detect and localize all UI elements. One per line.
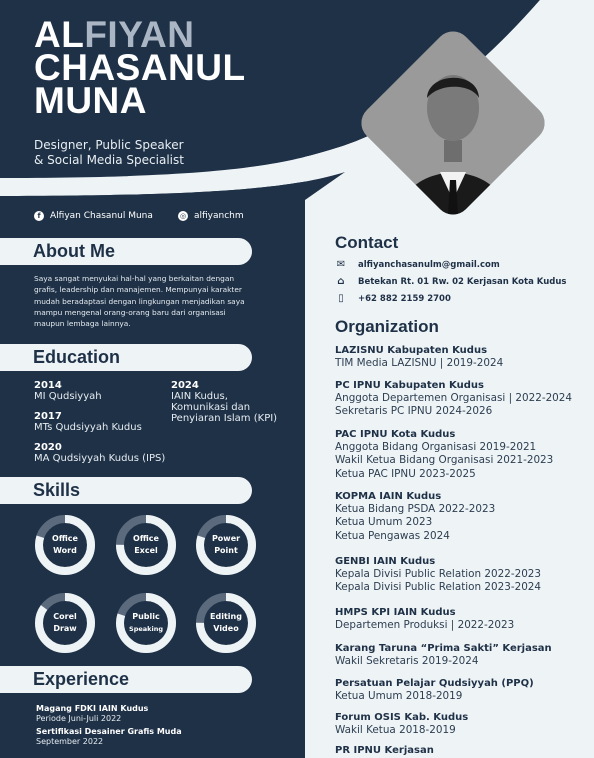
experience-item bbox=[36, 726, 182, 747]
facebook-icon: f bbox=[34, 211, 44, 221]
organization-item bbox=[335, 345, 585, 370]
skill-label-line2: Speaking bbox=[129, 625, 163, 633]
organization-item bbox=[335, 678, 585, 703]
facebook-name: Alfiyan Chasanul Muna bbox=[50, 211, 153, 221]
education-year: 2017 bbox=[34, 411, 62, 422]
experience-period: September 2022 bbox=[36, 737, 104, 746]
mail-icon: ✉ bbox=[336, 259, 346, 270]
experience-period: Periode Juni-Juli 2022 bbox=[36, 714, 122, 723]
name-heading bbox=[34, 14, 246, 121]
education-item bbox=[34, 380, 102, 402]
job-title bbox=[34, 138, 184, 168]
skill-label-line2: Word bbox=[53, 546, 77, 555]
organization-role: Wakil Ketua Bidang Organisasi 2021-2023 bbox=[335, 454, 554, 467]
skill-label bbox=[196, 611, 256, 635]
organization-item bbox=[335, 556, 585, 595]
organization-item bbox=[335, 745, 585, 757]
about-text bbox=[34, 273, 278, 329]
organization-role: Anggota Departemen Organisasi | 2022-2024 bbox=[335, 392, 573, 404]
education-item bbox=[171, 380, 277, 424]
skill-label bbox=[196, 533, 256, 557]
organization-title: GENBI IAIN Kudus bbox=[335, 556, 436, 567]
education-school: MI Qudsiyyah bbox=[34, 391, 102, 402]
organization-title: LAZISNU Kabupaten Kudus bbox=[335, 345, 488, 356]
skill-label bbox=[116, 611, 176, 635]
skill-label bbox=[35, 611, 95, 635]
contact-email[interactable] bbox=[335, 260, 500, 270]
education-item bbox=[34, 411, 142, 433]
organization-title: PAC IPNU Kota Kudus bbox=[335, 429, 456, 440]
about-line: Saya sangat menyukai hal-hal yang berkaitan dengan bbox=[34, 274, 235, 283]
education-school: IAIN Kudus, bbox=[171, 391, 228, 402]
organization-item bbox=[335, 380, 585, 419]
skill-label-line2: Draw bbox=[53, 624, 77, 633]
organization-role: Kepala Divisi Public Relation 2023-2024 bbox=[335, 581, 542, 594]
organization-role: TIM Media LAZISNU | 2019-2024 bbox=[335, 357, 504, 369]
phone-icon: ▯ bbox=[338, 293, 344, 304]
contact-phone-text: +62 882 2159 2700 bbox=[358, 294, 451, 304]
experience-title: Magang FDKI IAIN Kudus bbox=[36, 704, 149, 713]
education-school: MTs Qudsiyyah Kudus bbox=[34, 422, 142, 433]
job-title-line1: Designer, Public Speaker bbox=[34, 138, 184, 152]
organization-role: Sekretaris PC IPNU 2024-2026 bbox=[335, 405, 493, 418]
skill-label-line1: Corel bbox=[53, 612, 77, 621]
about-line: maupun lembaga lainnya. bbox=[34, 319, 131, 329]
skill-label-line2: Video bbox=[213, 624, 239, 633]
name-line2: CHASANUL bbox=[34, 47, 246, 88]
organization-role: Wakil Sekretaris 2019-2024 bbox=[335, 655, 479, 667]
skill-label-line1: Editing bbox=[210, 612, 242, 621]
contact-address bbox=[335, 277, 566, 287]
organization-role: Ketua Bidang PSDA 2022-2023 bbox=[335, 503, 496, 515]
job-title-line2: & Social Media Specialist bbox=[34, 153, 184, 167]
organization-item bbox=[335, 712, 585, 737]
organization-role: Departemen Produksi | 2022-2023 bbox=[335, 619, 515, 631]
home-icon: ⌂ bbox=[337, 276, 345, 287]
organization-role: Ketua PAC IPNU 2023-2025 bbox=[335, 467, 476, 480]
organization-title: Karang Taruna “Prima Sakti” Kerjasan bbox=[335, 643, 552, 654]
education-year: 2020 bbox=[34, 442, 62, 453]
organization-title: PR IPNU Kerjasan bbox=[335, 745, 434, 756]
contact-phone[interactable] bbox=[335, 294, 451, 304]
organization-title: HMPS KPI IAIN Kudus bbox=[335, 607, 456, 618]
skills-chart bbox=[0, 505, 300, 660]
name-line1-a: AL bbox=[34, 14, 85, 55]
organization-role: Kepala Divisi Public Relation 2022-2023 bbox=[335, 568, 542, 580]
name-line3: MUNA bbox=[34, 80, 147, 121]
about-heading: About Me bbox=[0, 238, 252, 265]
education-school: Komunikasi dan bbox=[171, 402, 251, 413]
experience-heading: Experience bbox=[0, 666, 252, 693]
education-heading: Education bbox=[0, 344, 252, 371]
skill-label-line1: Public bbox=[132, 612, 160, 621]
instagram-link[interactable] bbox=[178, 211, 244, 221]
organization-role: Ketua Umum 2023 bbox=[335, 516, 433, 529]
organization-title: PC IPNU Kabupaten Kudus bbox=[335, 380, 484, 391]
organization-item bbox=[335, 429, 585, 481]
organization-title: KOPMA IAIN Kudus bbox=[335, 491, 442, 502]
about-line: mampu mengenal orang-orang baru dari organisasi bbox=[34, 307, 226, 317]
organization-title: Persatuan Pelajar Qudsiyyah (PPQ) bbox=[335, 678, 534, 689]
skill-label-line2: Excel bbox=[134, 546, 158, 555]
education-year: 2014 bbox=[34, 380, 62, 391]
skill-label bbox=[35, 533, 95, 557]
facebook-link[interactable] bbox=[34, 211, 153, 221]
experience-title: Sertifikasi Desainer Grafis Muda bbox=[36, 727, 182, 736]
organization-role: Wakil Ketua 2018-2019 bbox=[335, 724, 456, 736]
organization-item bbox=[335, 607, 585, 632]
contact-email-text: alfiyanchasanulm@gmail.com bbox=[358, 260, 500, 270]
education-year: 2024 bbox=[171, 380, 199, 391]
contact-heading: Contact bbox=[335, 233, 399, 252]
education-school: Penyiaran Islam (KPI) bbox=[171, 413, 278, 424]
skills-heading: Skills bbox=[0, 477, 252, 504]
education-school: MA Qudsiyyah Kudus (IPS) bbox=[34, 453, 166, 464]
contact-address-text: Betekan Rt. 01 Rw. 02 Kerjasan Kota Kudus bbox=[358, 277, 567, 287]
experience-item bbox=[36, 703, 148, 724]
organization-role: Anggota Bidang Organisasi 2019-2021 bbox=[335, 441, 537, 453]
skill-label-line2: Point bbox=[214, 546, 238, 555]
organization-role: Ketua Umum 2018-2019 bbox=[335, 690, 463, 702]
skill-label-line1: Power bbox=[211, 534, 241, 543]
skill-label-line1: Office bbox=[133, 534, 159, 543]
education-item bbox=[34, 442, 165, 464]
organization-title: Forum OSIS Kab. Kudus bbox=[335, 712, 469, 723]
about-line: grafis, leadership dan manajemen. Mempunyai karakter bbox=[34, 285, 242, 295]
organization-item bbox=[335, 491, 585, 543]
organization-heading: Organization bbox=[335, 317, 439, 336]
about-line: mudah beradaptasi dengan lingkungan menjadikan saya bbox=[34, 296, 245, 306]
instagram-handle: alfiyanchm bbox=[194, 211, 244, 221]
name-line1-b: FIYAN bbox=[84, 14, 195, 55]
instagram-icon: ◎ bbox=[179, 211, 187, 220]
skill-label-line1: Office bbox=[52, 534, 78, 543]
organization-item bbox=[335, 643, 585, 668]
organization-role: Ketua Pengawas 2024 bbox=[335, 529, 450, 542]
skill-label bbox=[116, 533, 176, 557]
